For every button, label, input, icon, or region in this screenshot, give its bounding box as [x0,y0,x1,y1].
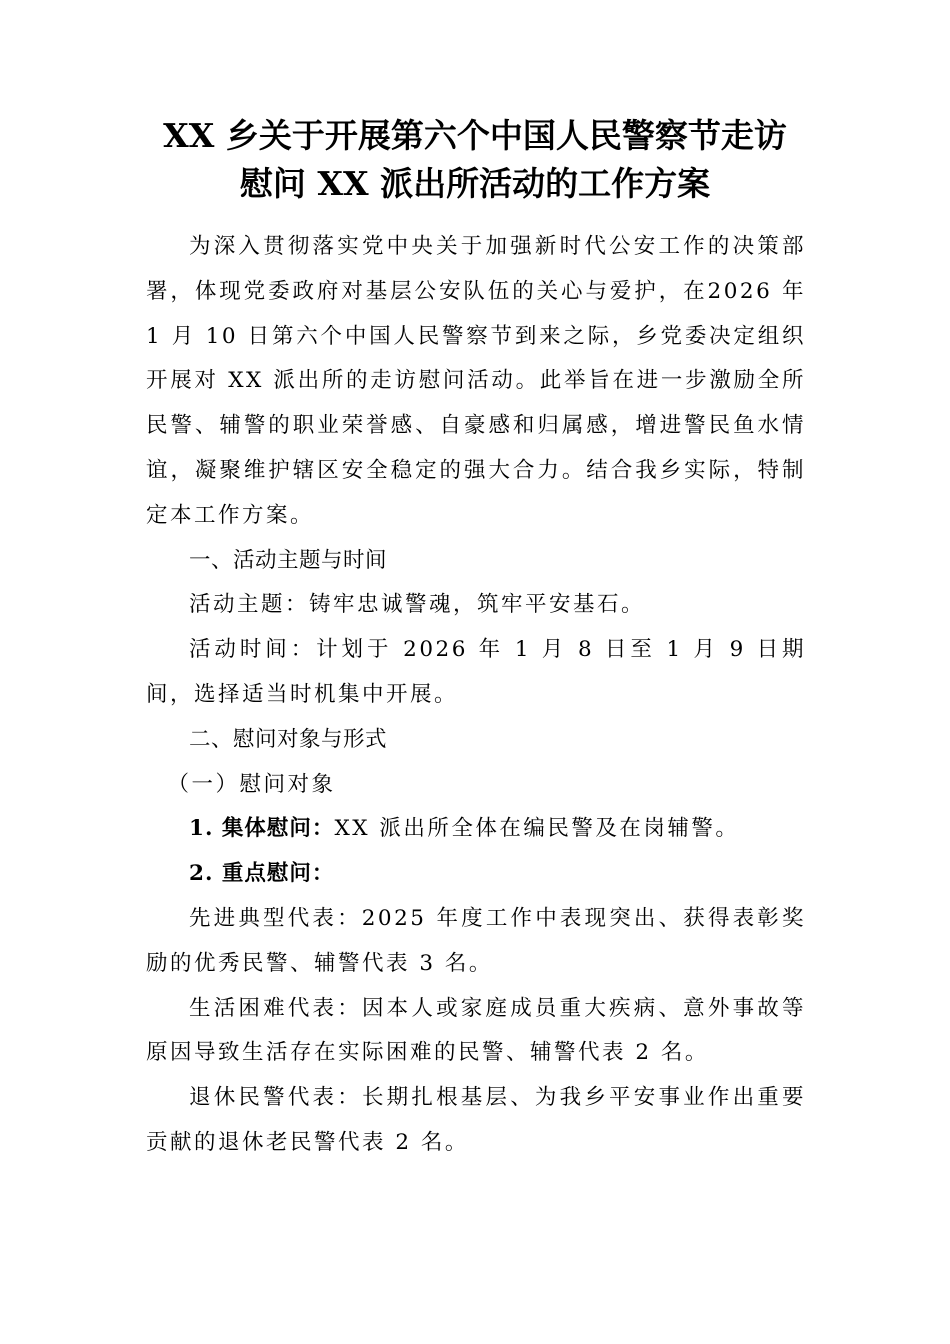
activity-time: 活动时间：计划于 2026 年 1 月 8 日至 1 月 9 日期间，选择适当时机集中开展。 [146,637,806,707]
rep-hardship: 生活困难代表：因本人或家庭成员重大疾病、意外事故等原因导致生活存在实际困难的民警、辅警代表 2 名。 [146,995,806,1066]
activity-theme: 活动主题：铸牢忠诚警魂，筑牢平安基石。 [189,592,646,618]
intro-paragraph: 为深入贯彻落实党中央关于加强新时代公安工作的决策部署，体现党委政府对基层公安队伍的关心与爱护，在2026 年 1 月 10 日第六个中国人民警察节到来之际，乡党委决定组织开展对 XX 派出所的走访慰问活动。此举旨在进一步激励全所民警、辅警的职业荣誉感、自豪感和归属感，增进警民鱼水情谊，凝聚维护辖区安全稳定的强大合力。结合我乡实际，特制定本工作方案。 [146,234,806,528]
rep-retired: 退休民警代表：长期扎根基层、为我乡平安事业作出重要贡献的退休老民警代表 2 名。 [146,1085,806,1155]
title-line-2: 慰问 XX 派出所活动的工作方案 [239,164,711,203]
item-collective [146,807,806,852]
item-key-label: 2. 重点慰问： [189,861,335,887]
section-2-heading: 二、慰问对象与形式 [189,726,388,752]
section-1-heading: 一、活动主题与时间 [189,547,388,573]
item-collective-label: 1. 集体慰问： [189,816,335,842]
subsection-1-heading: （一）慰问对象 [167,771,336,797]
rep-advanced: 先进典型代表：2025 年度工作中表现突出、获得表彰奖励的优秀民警、辅警代表 3 名。 [146,905,806,976]
document-title [120,112,830,208]
document-body [146,225,806,1166]
item-collective-text: XX 派出所全体在编民警及在岗辅警。 [334,816,740,842]
item-key [146,852,806,897]
title-line-1: XX 乡关于开展第六个中国人民警察节走访 [163,116,787,155]
